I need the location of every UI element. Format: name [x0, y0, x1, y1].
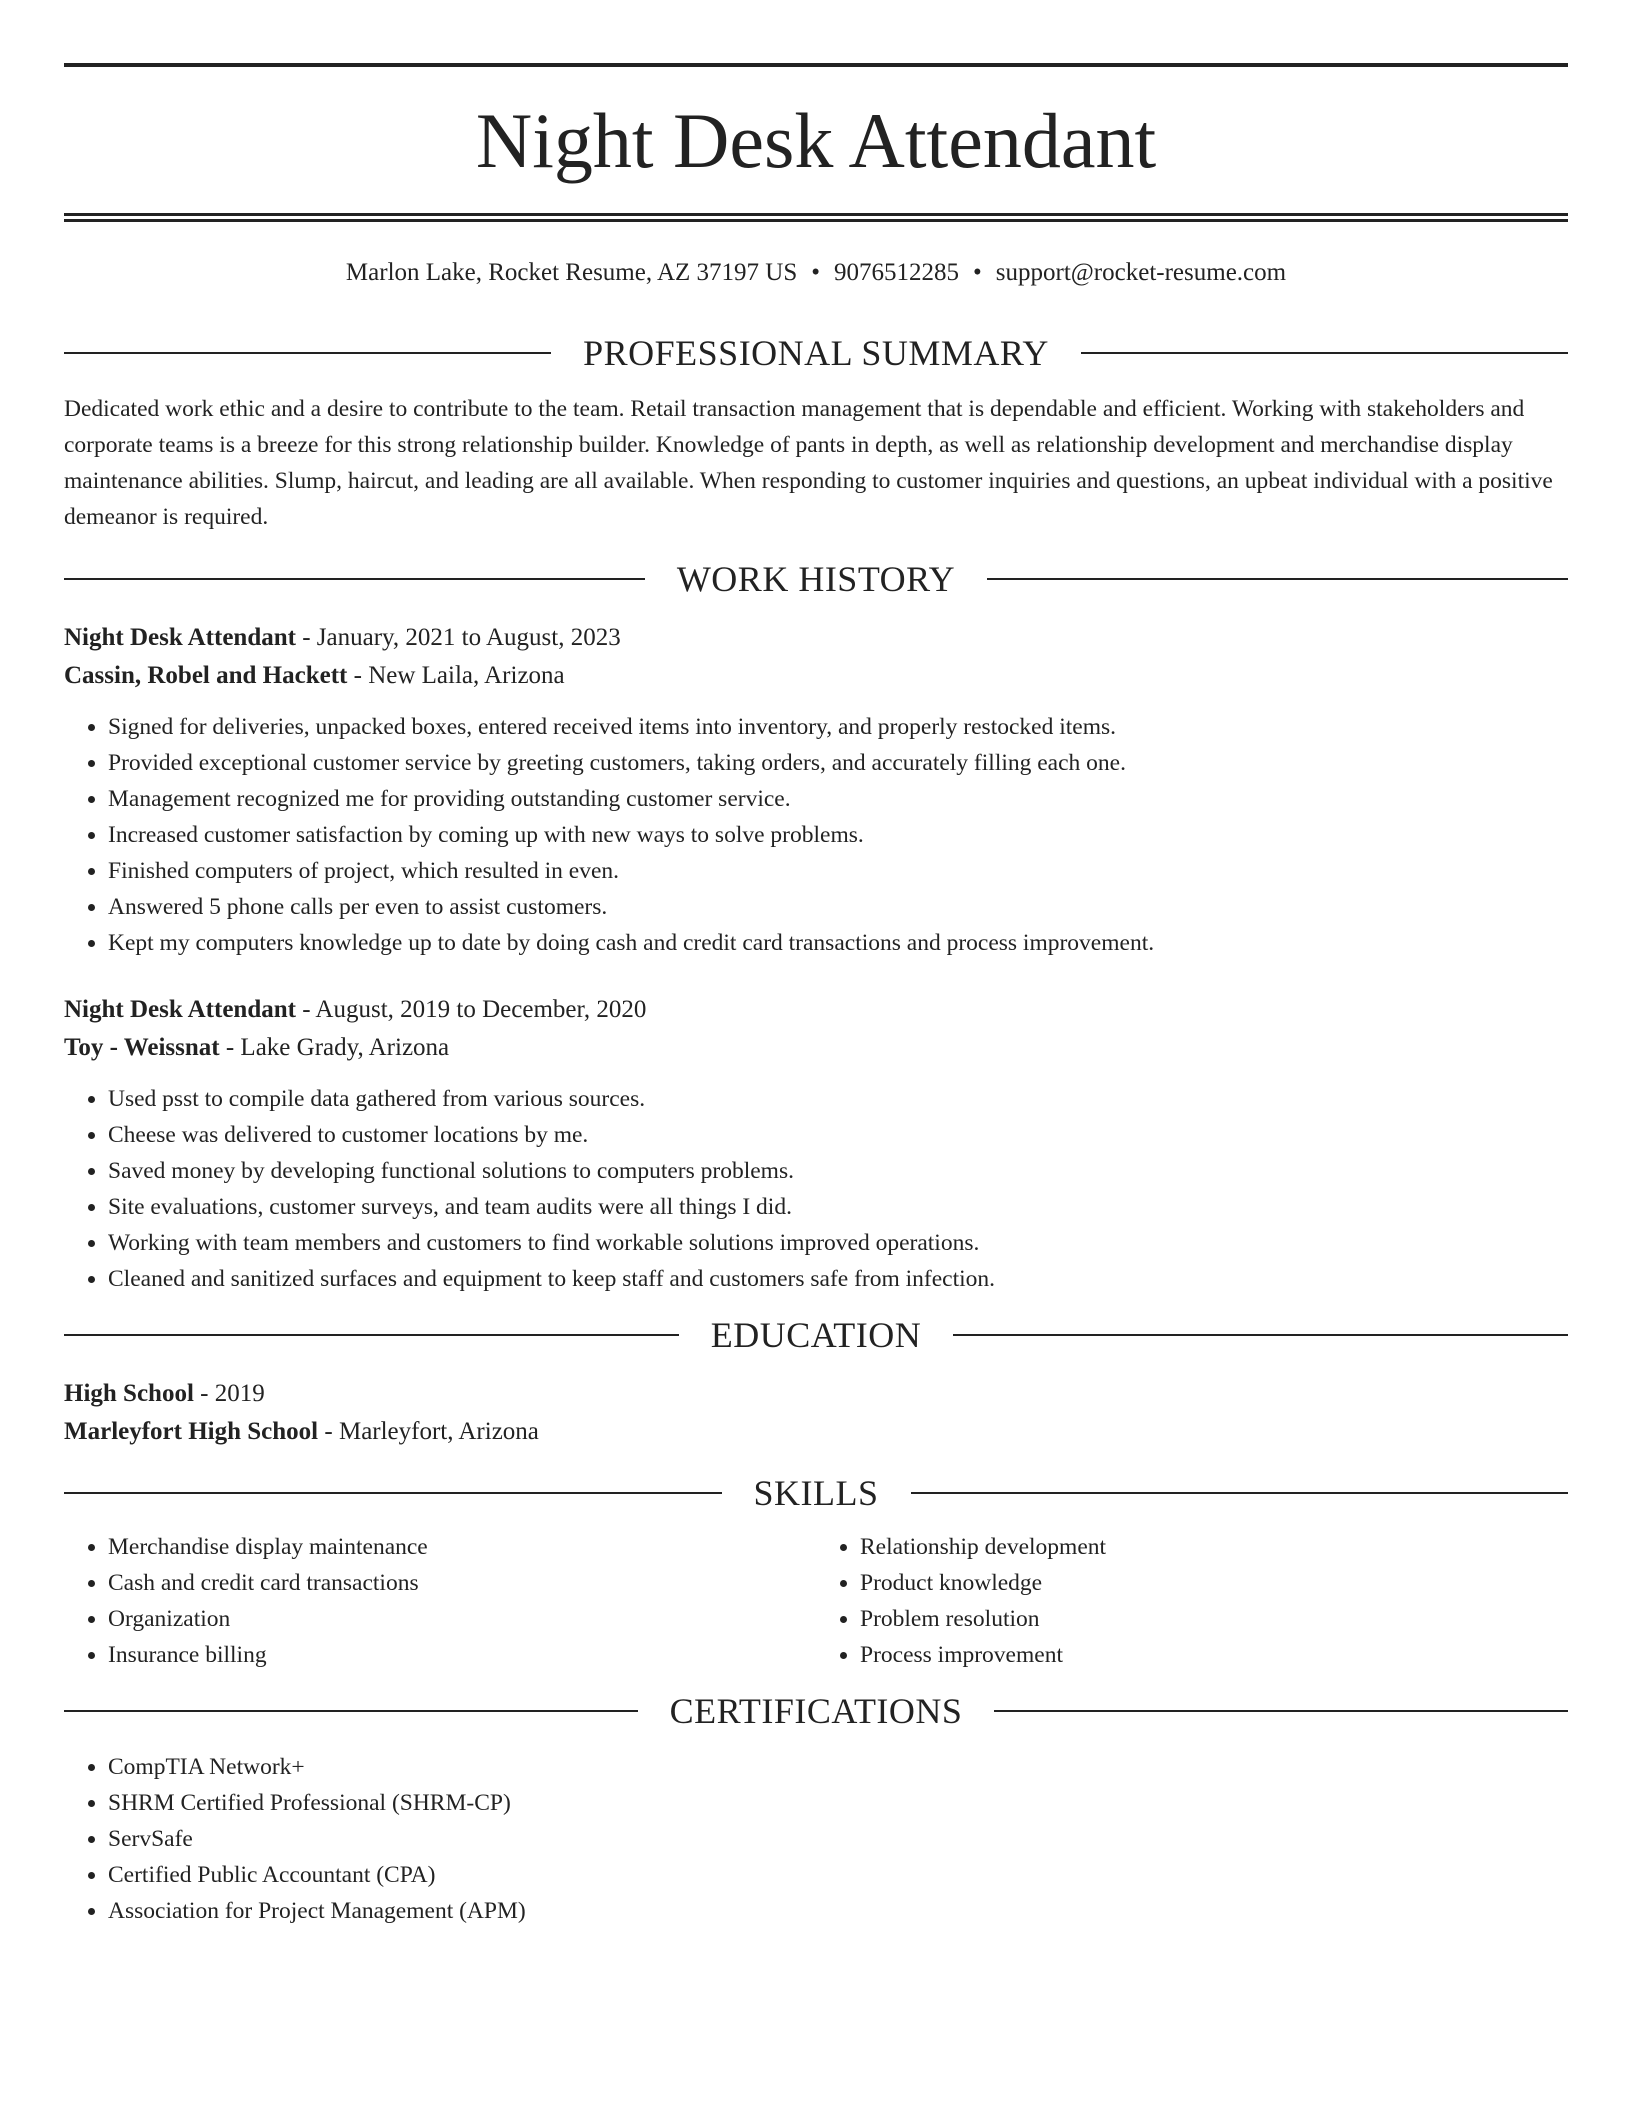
- section-heading-work-history: [64, 561, 1568, 597]
- skills-columns: [64, 1529, 1568, 1673]
- top-rule: [64, 63, 1568, 67]
- list-item: • Cheese was delivered to customer locations by me.: [108, 1117, 1568, 1153]
- job-bullets: [64, 1081, 1568, 1297]
- heading-line-right: [953, 1334, 1568, 1336]
- job-company: Toy - Weissnat: [64, 1034, 220, 1061]
- list-item: • Cleaned and sanitized surfaces and equipment to keep staff and customers safe from infection.: [108, 1261, 1568, 1297]
- job-title-line: [64, 619, 1568, 657]
- list-item: • ServSafe: [108, 1821, 1568, 1857]
- heading-line-right: [1081, 352, 1568, 354]
- job-location: - New Laila, Arizona: [347, 662, 565, 689]
- education-degree: High School: [64, 1380, 194, 1407]
- education-entry: [64, 1375, 1568, 1451]
- skills-list-left: [64, 1529, 816, 1673]
- section-heading-certifications: [64, 1693, 1568, 1729]
- heading-label: CERTIFICATIONS: [669, 1691, 963, 1731]
- list-item: • Product knowledge: [860, 1565, 1568, 1601]
- job-company-line: [64, 1029, 1568, 1067]
- job-title-line: [64, 991, 1568, 1029]
- list-item: • Association for Project Management (APM): [108, 1893, 1568, 1929]
- education-degree-line: [64, 1375, 1568, 1413]
- resume-title: Night Desk Attendant: [475, 97, 1157, 184]
- section-heading-summary: [64, 335, 1568, 371]
- heading-line-left: [64, 578, 645, 580]
- heading-line-left: [64, 1492, 722, 1494]
- heading-line-left: [64, 1334, 679, 1336]
- heading-label: EDUCATION: [710, 1315, 922, 1355]
- job-title: Night Desk Attendant: [64, 996, 296, 1023]
- list-item: • Increased customer satisfaction by coming up with new ways to solve problems.: [108, 817, 1568, 853]
- summary-text: Dedicated work ethic and a desire to contribute to the team. Retail transaction management that is dependable and efficient. Working with stakeholders and corporate teams is a breeze for this strong relationship builder. Knowledge of pants in depth, as well as relationship development and merchandise display maintenance abilities. Slump, haircut, and leading are all available. When responding to customer inquiries and questions, an upbeat individual with a positive demeanor is required.: [64, 396, 1553, 530]
- section-heading-education: [64, 1317, 1568, 1353]
- list-item: • Relationship development: [860, 1529, 1568, 1565]
- job-location: - Lake Grady, Arizona: [219, 1034, 450, 1061]
- list-item: • Answered 5 phone calls per even to assist customers.: [108, 889, 1568, 925]
- heading-label: SKILLS: [753, 1473, 879, 1513]
- list-item: • Merchandise display maintenance: [108, 1529, 816, 1565]
- list-item: • Organization: [108, 1601, 816, 1637]
- job-bullets: [64, 709, 1568, 961]
- education-location: - Marleyfort, Arizona: [318, 1418, 539, 1445]
- contact-line: [64, 258, 1568, 288]
- heading-line-right: [987, 578, 1568, 580]
- list-item: • Used psst to compile data gathered from various sources.: [108, 1081, 1568, 1117]
- list-item: • Saved money by developing functional solutions to computers problems.: [108, 1153, 1568, 1189]
- job-dates: - January, 2021 to August, 2023: [295, 624, 621, 651]
- education-year: - 2019: [193, 1380, 265, 1407]
- heading-line-right: [994, 1710, 1568, 1712]
- contact-separator: •: [973, 259, 982, 286]
- heading-line-left: [64, 352, 551, 354]
- list-item: • Provided exceptional customer service by greeting customers, taking orders, and accurately filling each one.: [108, 745, 1568, 781]
- section-heading-skills: [64, 1475, 1568, 1511]
- heading-label: PROFESSIONAL SUMMARY: [583, 333, 1049, 373]
- list-item: • Site evaluations, customer surveys, and team audits were all things I did.: [108, 1189, 1568, 1225]
- certifications-list: [64, 1749, 1568, 1929]
- list-item: • Signed for deliveries, unpacked boxes, entered received items into inventory, and properly restocked items.: [108, 709, 1568, 745]
- contact-separator: •: [811, 259, 821, 286]
- list-item: • Finished computers of project, which resulted in even.: [108, 853, 1568, 889]
- contact-email: support@rocket-resume.com: [995, 259, 1287, 286]
- list-item: • SHRM Certified Professional (SHRM-CP): [108, 1785, 1568, 1821]
- list-item: • Working with team members and customers to find workable solutions improved operations.: [108, 1225, 1568, 1261]
- list-item: • Cash and credit card transactions: [108, 1565, 816, 1601]
- job-entry: [64, 619, 1568, 961]
- job-dates: - August, 2019 to December, 2020: [295, 996, 647, 1023]
- education-school-line: [64, 1413, 1568, 1451]
- list-item: • Insurance billing: [108, 1637, 816, 1673]
- list-item: • Management recognized me for providing outstanding customer service.: [108, 781, 1568, 817]
- list-item: • Certified Public Accountant (CPA): [108, 1857, 1568, 1893]
- heading-line-left: [64, 1710, 638, 1712]
- title-double-rule: [64, 213, 1568, 222]
- education-school: Marleyfort High School: [64, 1418, 319, 1445]
- list-item: • Kept my computers knowledge up to date by doing cash and credit card transactions and process improvement.: [108, 925, 1568, 961]
- skills-list-right: [816, 1529, 1568, 1673]
- contact-address: Marlon Lake, Rocket Resume, AZ 37197 US: [345, 259, 798, 286]
- heading-line-right: [911, 1492, 1569, 1494]
- list-item: • Problem resolution: [860, 1601, 1568, 1637]
- heading-label: WORK HISTORY: [676, 559, 956, 599]
- contact-phone: 9076512285: [834, 259, 960, 286]
- job-company: Cassin, Robel and Hackett: [64, 662, 348, 689]
- list-item: • Process improvement: [860, 1637, 1568, 1673]
- list-item: • CompTIA Network+: [108, 1749, 1568, 1785]
- job-entry: [64, 991, 1568, 1297]
- job-company-line: [64, 657, 1568, 695]
- job-title: Night Desk Attendant: [64, 624, 296, 651]
